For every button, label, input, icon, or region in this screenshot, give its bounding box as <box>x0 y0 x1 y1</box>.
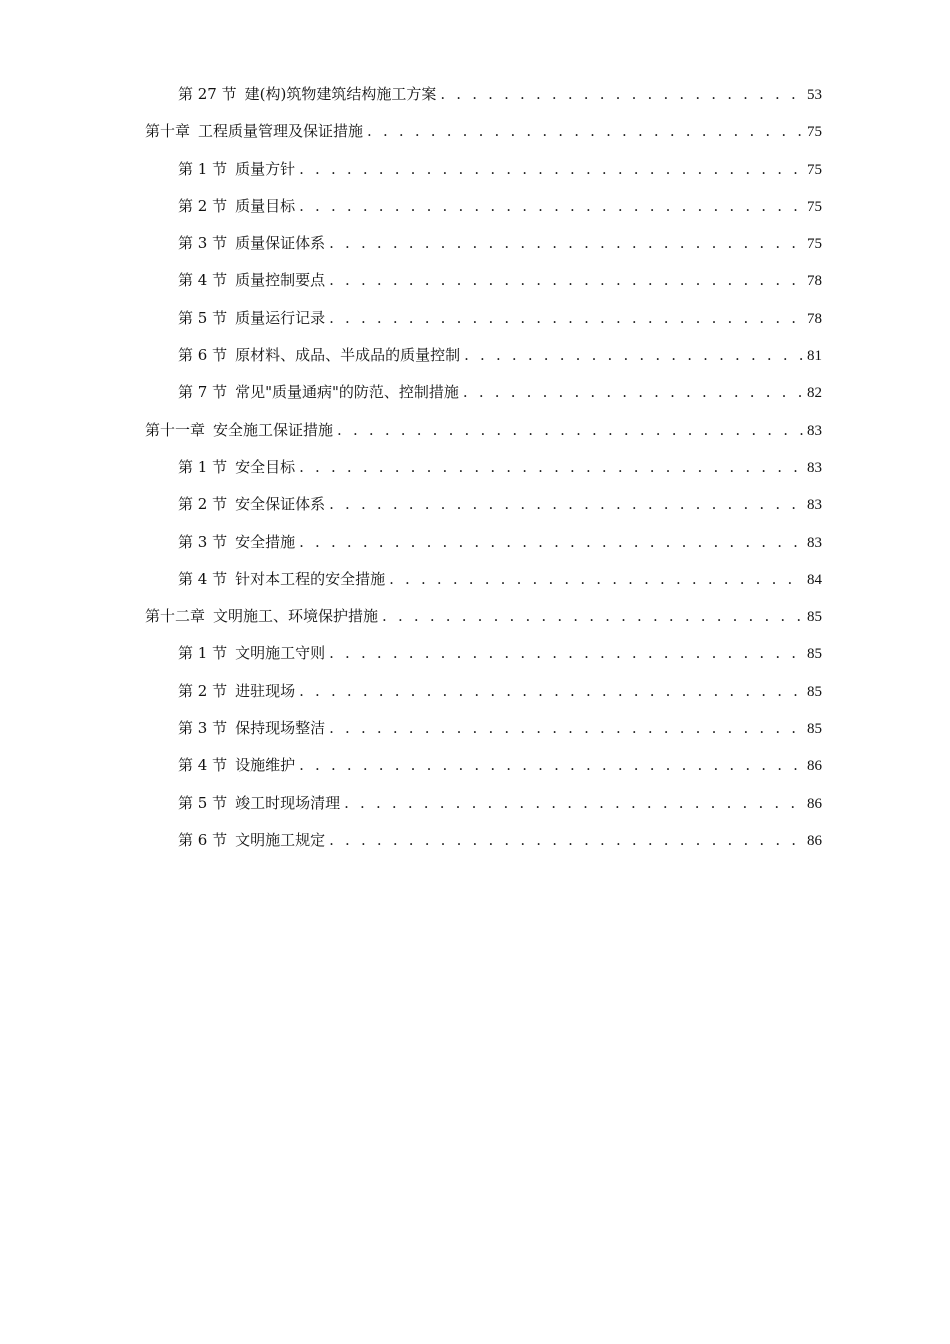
dot-leader <box>299 151 803 188</box>
toc-entry-number: 第 1 节 <box>178 159 228 178</box>
toc-entry-page: 83 <box>807 459 822 476</box>
toc-entry-number: 第 7 节 <box>178 383 228 402</box>
dot-leader <box>463 374 803 411</box>
toc-entry-page: 75 <box>807 161 822 178</box>
toc-section-entry[interactable] <box>0 785 950 822</box>
toc-entry-title: 安全目标 <box>235 457 296 476</box>
toc-entry-page: 83 <box>807 422 822 439</box>
toc-section-entry[interactable] <box>0 673 950 710</box>
toc-entry-page: 75 <box>807 236 822 253</box>
toc-entry-page: 85 <box>807 646 822 663</box>
toc-entry-title: 保持现场整洁 <box>235 719 326 738</box>
toc-entry-page: 78 <box>807 310 822 327</box>
toc-chapter-entry[interactable] <box>0 412 950 449</box>
toc-entry-number: 第 3 节 <box>178 234 228 253</box>
toc-section-entry[interactable] <box>0 635 950 672</box>
toc-entry-title: 竣工时现场清理 <box>235 793 341 812</box>
toc-section-entry[interactable] <box>0 486 950 523</box>
toc-section-entry[interactable] <box>0 561 950 598</box>
toc-entry-page: 85 <box>807 721 822 738</box>
toc-entry-number: 第十二章 <box>145 607 206 626</box>
dot-leader <box>367 113 803 150</box>
toc-entry-number: 第 5 节 <box>178 793 228 812</box>
dot-leader <box>299 747 803 784</box>
toc-entry-title: 工程质量管理及保证措施 <box>198 122 364 141</box>
toc-entry-title: 文明施工、环境保护措施 <box>213 607 379 626</box>
toc-section-entry[interactable] <box>0 262 950 299</box>
toc-section-entry[interactable] <box>0 337 950 374</box>
toc-entry-number: 第 3 节 <box>178 532 228 551</box>
toc-entry-title: 安全措施 <box>235 532 296 551</box>
toc-entry-title: 文明施工规定 <box>235 830 326 849</box>
toc-entry-page: 85 <box>807 609 822 626</box>
toc-entry-page: 78 <box>807 273 822 290</box>
toc-entry-page: 81 <box>807 348 822 365</box>
toc-chapter-entry[interactable] <box>0 113 950 150</box>
toc-entry-page: 86 <box>807 795 822 812</box>
dot-leader <box>329 300 803 337</box>
toc-section-entry[interactable] <box>0 449 950 486</box>
toc-entry-page: 83 <box>807 497 822 514</box>
toc-chapter-entry[interactable] <box>0 598 950 635</box>
dot-leader <box>329 822 803 859</box>
toc-entry-number: 第 6 节 <box>178 346 228 365</box>
toc-section-entry[interactable] <box>0 151 950 188</box>
toc-entry-page: 85 <box>807 683 822 700</box>
toc-entry-title: 文明施工守则 <box>235 644 326 663</box>
dot-leader <box>344 785 803 822</box>
dot-leader <box>440 76 803 113</box>
toc-entry-number: 第 2 节 <box>178 681 228 700</box>
dot-leader <box>329 635 803 672</box>
toc-entry-number: 第 4 节 <box>178 271 228 290</box>
toc-entry-title: 质量运行记录 <box>235 308 326 327</box>
dot-leader <box>299 449 803 486</box>
toc-entry-title: 安全施工保证措施 <box>213 420 334 439</box>
toc-entry-page: 75 <box>807 124 822 141</box>
toc-entry-page: 86 <box>807 758 822 775</box>
toc-entry-title: 质量方针 <box>235 159 296 178</box>
dot-leader <box>329 486 803 523</box>
toc-entry-page: 53 <box>807 87 822 103</box>
toc-entry-number: 第 2 节 <box>178 495 228 514</box>
toc-section-entry[interactable] <box>0 76 950 113</box>
toc-section-entry[interactable] <box>0 374 950 411</box>
toc-entry-title: 进驻现场 <box>235 681 296 700</box>
toc-section-entry[interactable] <box>0 747 950 784</box>
dot-leader <box>299 673 803 710</box>
toc-entry-number: 第 6 节 <box>178 830 228 849</box>
toc-entry-page: 82 <box>807 385 822 402</box>
toc-section-entry[interactable] <box>0 710 950 747</box>
dot-leader <box>464 337 803 374</box>
toc-entry-page: 75 <box>807 198 822 215</box>
toc-entry-title: 针对本工程的安全措施 <box>235 569 386 588</box>
toc-entry-number: 第 2 节 <box>178 196 228 215</box>
toc-entry-number: 第 4 节 <box>178 756 228 775</box>
toc-section-entry[interactable] <box>0 524 950 561</box>
toc-entry-title: 质量目标 <box>235 196 296 215</box>
toc-entry-page: 86 <box>807 832 822 849</box>
toc-entry-number: 第 5 节 <box>178 308 228 327</box>
dot-leader <box>337 412 803 449</box>
toc-entry-page: 83 <box>807 534 822 551</box>
toc-entry-page: 84 <box>807 571 822 588</box>
dot-leader <box>329 710 803 747</box>
toc-entry-number: 第 3 节 <box>178 719 228 738</box>
dot-leader <box>382 598 803 635</box>
dot-leader <box>299 524 803 561</box>
toc-entry-title: 质量控制要点 <box>235 271 326 290</box>
dot-leader <box>329 225 803 262</box>
toc-section-entry[interactable] <box>0 300 950 337</box>
toc-section-entry[interactable] <box>0 225 950 262</box>
toc-entry-number: 第 1 节 <box>178 644 228 663</box>
toc-entry-number: 第 27 节 <box>178 85 237 103</box>
toc-entry-title: 安全保证体系 <box>235 495 326 514</box>
toc-entry-title: 质量保证体系 <box>235 234 326 253</box>
toc-entry-number: 第 1 节 <box>178 457 228 476</box>
toc-entry-title: 设施维护 <box>235 756 296 775</box>
toc-entry-number: 第 4 节 <box>178 569 228 588</box>
toc-entry-title: 建(构)筑物建筑结构施工方案 <box>244 85 437 103</box>
toc-section-entry[interactable] <box>0 822 950 859</box>
toc-entry-number: 第十章 <box>145 122 191 141</box>
toc-entry-title: 常见"质量通病"的防范、控制措施 <box>235 383 459 402</box>
toc-entry-number: 第十一章 <box>145 420 206 439</box>
dot-leader <box>299 188 803 225</box>
toc-entry-title: 原材料、成品、半成品的质量控制 <box>235 346 461 365</box>
dot-leader <box>329 262 803 299</box>
toc-section-entry[interactable] <box>0 188 950 225</box>
table-of-contents <box>0 76 950 859</box>
dot-leader <box>389 561 803 598</box>
